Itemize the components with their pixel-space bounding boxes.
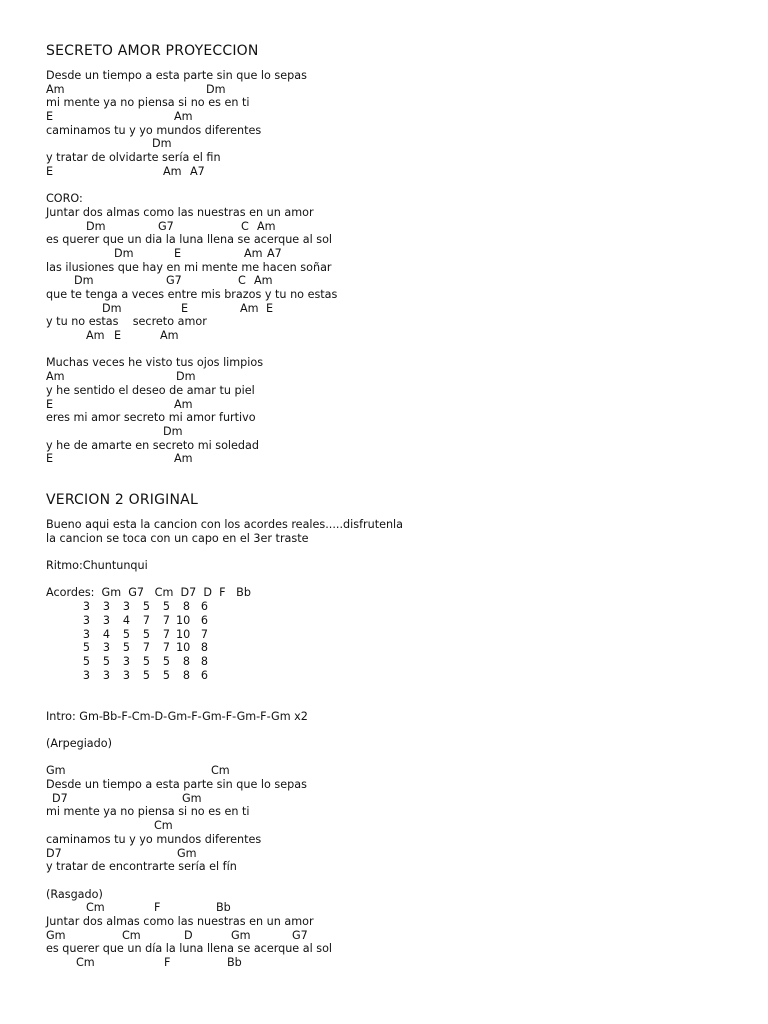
chord-line	[46, 901, 746, 915]
chord-fret-row	[46, 614, 746, 628]
fret-number: 7	[142, 641, 150, 655]
chord-label: Cm	[211, 764, 230, 778]
chord-line	[46, 398, 746, 412]
chord-label: E	[174, 246, 182, 260]
chord-fret-row	[46, 655, 746, 669]
song-title: SECRETO AMOR PROYECCION	[46, 43, 259, 59]
chord-label: Am	[174, 397, 193, 411]
fret-number: 5	[102, 654, 110, 668]
chord-line	[46, 220, 746, 234]
chord-label: Cm	[154, 819, 173, 833]
chord-label: E	[181, 301, 189, 315]
fret-number: 7	[162, 627, 170, 641]
fret-number: 6	[200, 668, 208, 682]
lyric-line: las ilusiones que hay en mi mente me hacen soñar	[46, 260, 332, 274]
blank-line	[46, 751, 746, 765]
blank-line	[46, 723, 746, 737]
blank-line	[46, 545, 746, 559]
lyric-line: (Arpegiado)	[46, 737, 112, 750]
chord-label: Am	[86, 329, 105, 343]
chord-line	[46, 274, 746, 288]
chord-label: Cm	[76, 956, 95, 969]
chord-label: Am	[244, 246, 263, 260]
lyric-line: Ritmo:Chuntunqui	[46, 559, 148, 573]
fret-number: 5	[82, 654, 90, 668]
chord-label: Dm	[86, 219, 106, 233]
fret-number: 5	[142, 600, 150, 614]
chord-label: E	[46, 110, 54, 124]
chord-label: Am	[163, 164, 182, 178]
chord-line	[46, 137, 746, 151]
chord-label: C	[238, 274, 246, 288]
fret-number: 7	[142, 613, 150, 627]
chord-line	[46, 452, 746, 466]
chord-label: D7	[46, 846, 62, 860]
chord-label: C	[241, 219, 249, 233]
fret-number: 7	[162, 613, 170, 627]
section2-body	[46, 518, 746, 970]
lyric-line: Juntar dos almas como las nuestras en un amor	[46, 205, 314, 219]
chord-label: A7	[190, 164, 205, 178]
chord-label: Gm	[231, 928, 251, 942]
chord-line	[46, 302, 746, 316]
chord-fret-row	[46, 628, 746, 642]
fret-number: 5	[162, 668, 170, 682]
chord-label: G7	[158, 219, 174, 233]
fret-number: 5	[142, 654, 150, 668]
lyric-line: Bueno aqui esta la cancion con los acordes reales.....disfrutenla	[46, 518, 404, 531]
fret-number: 5	[122, 627, 130, 641]
chord-line	[46, 165, 746, 179]
lyric-line: Desde un tiempo a esta parte sin que lo sepas	[46, 69, 307, 82]
lyric-line: eres mi amor secreto mi amor furtivo	[46, 411, 256, 425]
chord-label: E	[114, 329, 122, 343]
lyric-line: caminamos tu y yo mundos diferentes	[46, 832, 262, 846]
blank-line	[46, 343, 746, 357]
chord-label: A7	[267, 246, 282, 260]
chord-line	[46, 247, 746, 261]
chord-label: Dm	[114, 246, 134, 260]
fret-number: 3	[122, 668, 130, 682]
chord-line	[46, 370, 746, 384]
chord-label: Dm	[74, 274, 94, 288]
lyric-line: mi mente ya no piensa si no es en ti	[46, 96, 250, 110]
lyric-line: es querer que un dia la luna llena se acerque al sol	[46, 233, 333, 247]
chord-label: Am	[174, 110, 193, 124]
blank-line	[46, 682, 746, 696]
chord-label: Cm	[86, 901, 105, 915]
fret-number: 5	[162, 600, 170, 614]
fret-number: 7	[162, 641, 170, 655]
chord-label: Dm	[102, 301, 122, 315]
fret-number: 7	[200, 627, 208, 641]
lyric-line: que te tenga a veces entre mis brazos y tu no estas	[46, 288, 338, 301]
fret-number: 5	[82, 641, 90, 655]
blank-line	[46, 874, 746, 888]
fret-number: 3	[102, 668, 110, 682]
chord-line	[46, 83, 746, 97]
lyric-line: y he de amarte en secreto mi soledad	[46, 438, 259, 452]
chord-label: F	[154, 901, 161, 915]
lyric-line: (Rasgado)	[46, 887, 103, 901]
chord-label: Cm	[122, 928, 141, 942]
chord-label: F	[164, 956, 171, 969]
chord-fret-row	[46, 669, 746, 683]
chord-label: E	[266, 301, 274, 315]
chord-line	[46, 956, 746, 970]
chord-label: Gm	[46, 764, 66, 778]
section1-body	[46, 69, 746, 466]
chord-line	[46, 329, 746, 343]
chord-label: Am	[240, 301, 259, 315]
fret-number: 10	[176, 641, 191, 655]
lyric-line: es querer que un día la luna llena se acerque al sol	[46, 942, 333, 956]
chord-label: Am	[160, 329, 179, 343]
chord-label: D7	[52, 791, 68, 805]
fret-number: 4	[102, 627, 110, 641]
lyric-line: caminamos tu y yo mundos diferentes	[46, 123, 262, 137]
fret-number: 6	[200, 600, 208, 614]
chord-label: Gm	[182, 791, 202, 805]
fret-number: 5	[162, 654, 170, 668]
chord-label: D	[184, 928, 193, 942]
fret-number: 8	[182, 600, 190, 614]
chord-line	[46, 110, 746, 124]
fret-number: 4	[122, 613, 130, 627]
section2-title: VERCION 2 ORIGINAL	[46, 492, 198, 508]
chord-label: Am	[254, 274, 273, 288]
fret-number: 8	[200, 641, 208, 655]
chord-label: Dm	[206, 82, 226, 96]
chord-label: Am	[46, 82, 65, 96]
blank-line	[46, 573, 746, 587]
chord-label: Dm	[152, 137, 172, 151]
chord-label: E	[46, 452, 54, 466]
lyric-line: y tratar de olvidarte sería el fin	[46, 151, 221, 165]
chord-fret-row	[46, 600, 746, 614]
lyric-line: Desde un tiempo a esta parte sin que lo sepas	[46, 778, 307, 792]
chord-label: Am	[174, 452, 193, 466]
fret-number: 3	[122, 654, 130, 668]
chord-line	[46, 764, 746, 778]
fret-number: 8	[182, 668, 190, 682]
chord-label: Bb	[227, 956, 242, 969]
lyric-line: y tratar de encontrarte sería el fín	[46, 860, 237, 874]
chord-label: Dm	[176, 370, 196, 384]
lyric-line: CORO:	[46, 192, 83, 206]
fret-number: 6	[200, 613, 208, 627]
blank-line	[46, 696, 746, 710]
blank-line	[46, 179, 746, 193]
fret-number: 10	[176, 627, 191, 641]
fret-number: 5	[142, 668, 150, 682]
lyric-line: y tu no estas secreto amor	[46, 315, 207, 329]
lyric-line: mi mente ya no piensa si no es en ti	[46, 805, 250, 819]
chord-line	[46, 792, 746, 806]
fret-number: 10	[176, 613, 191, 627]
chord-line	[46, 425, 746, 439]
fret-number: 8	[182, 654, 190, 668]
fret-number: 3	[82, 600, 90, 614]
chord-line	[46, 819, 746, 833]
fret-number: 3	[102, 613, 110, 627]
lyric-line: Muchas veces he visto tus ojos limpios	[46, 356, 264, 370]
chord-label: Gm	[46, 928, 66, 942]
fret-number: 3	[102, 641, 110, 655]
fret-number: 3	[82, 613, 90, 627]
lyric-line: Intro: Gm-Bb-F-Cm-D-Gm-F-Gm-F-Gm-F-Gm x2	[46, 709, 308, 723]
chord-label: Am	[46, 370, 65, 384]
chord-line	[46, 929, 746, 943]
fret-number: 3	[82, 668, 90, 682]
chord-label: G7	[292, 928, 308, 942]
fret-number: 5	[122, 641, 130, 655]
chord-label: Gm	[177, 846, 197, 860]
chord-label: E	[46, 164, 54, 178]
chord-label: E	[46, 397, 54, 411]
chord-label: Bb	[216, 901, 231, 915]
chord-fret-row	[46, 641, 746, 655]
fret-number: 3	[122, 600, 130, 614]
fret-number: 3	[102, 600, 110, 614]
lyric-line: Acordes: Gm G7 Cm D7 D F Bb	[46, 586, 251, 600]
fret-number: 5	[142, 627, 150, 641]
fret-number: 8	[200, 654, 208, 668]
chord-label: G7	[166, 274, 182, 288]
chord-label: Am	[257, 219, 276, 233]
lyric-line: la cancion se toca con un capo en el 3er traste	[46, 531, 309, 545]
lyric-line: Juntar dos almas como las nuestras en un amor	[46, 914, 314, 928]
chord-label: Dm	[163, 424, 183, 438]
chord-line	[46, 847, 746, 861]
lyric-line: y he sentido el deseo de amar tu piel	[46, 383, 255, 397]
fret-number: 3	[82, 627, 90, 641]
